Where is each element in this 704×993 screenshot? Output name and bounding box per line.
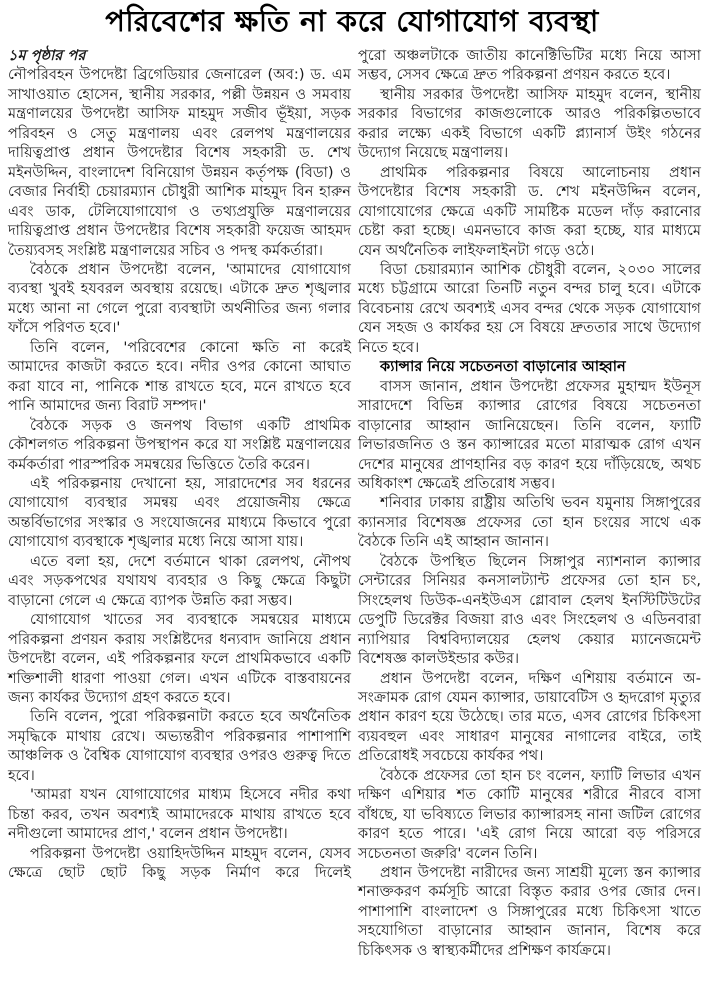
- headline: পরিবেশের ক্ষতি না করে যোগাযোগ ব্যবস্থা: [105, 4, 599, 38]
- article-paragraph: তিনি বলেন, 'পরিবেশের কোনো ক্ষতি না করেই আমাদের কাজটা করতে হবে। নদীর ওপর কোনো আঘাত করা যাবে না, পানিকে শান্ত রাখতে হবে, মনে রাখতে হবে পানি আমাদের জন্য বিরাট সম্পদ।': [8, 338, 351, 415]
- article-paragraph: প্রধান উপদেষ্টা বলেন, দক্ষিণ এশিয়ায় বর্তমানে অ-সংক্রামক রোগ যেমন ক্যান্সার, ডায়াবেটিস ও হৃদরোগ মৃত্যুর প্রধান কারণ হয়ে উঠেছে। তার মতে, এসব রোগের চিকিৎসা ব্যয়বহুল এবং সাধারণ মানুষের নাগালের বাইরে, তাই প্রতিরোধই সবচেয়ে কার্যকর পথ।: [358, 669, 701, 765]
- article-paragraph: স্থানীয় সরকার উপদেষ্টা আসিফ মাহমুদ বলেন, স্থানীয় সরকার বিভাগের কাজগুলোকে আরও পরিকল্পিতভাবে করার লক্ষ্যে একই বিভাগে একটি প্ল্যানার্স উইং গঠনের উদ্যোগ নিয়েছে মন্ত্রণালয়।: [358, 85, 701, 162]
- article-paragraph: যোগাযোগ খাতের সব ব্যবস্থাকে সমন্বয়ের মাধ্যমে পরিকল্পনা প্রণয়ন করায় সংশ্লিষ্টদের ধন্যবাদ জানিয়ে প্রধান উপদেষ্টা বলেন, এই পরিকল্পনার ফলে প্রাথমিকভাবে একটি শক্তিশালী ধারণা পাওয়া গেল। এখন এটিকে বাস্তবায়নের জন্য কার্যকর উদ্যোগ গ্রহণ করতে হবে।: [8, 611, 351, 706]
- article-column-left: [8, 46, 351, 882]
- article-paragraph: বৈঠকে উপস্থিত ছিলেন সিঙ্গাপুর ন্যাশনাল ক্যান্সার সেন্টারের সিনিয়র কনসালট্যান্ট প্রফেসর তো হান চং, সিংহেলথ ডিউক-এনইউএস গ্লোবাল হেলথ ইনস্টিটিউটের ডেপুটি ডিরেক্টর বিজয়া রাও এবং সিংহেলথ ও এডিনবারা ন্যাপিয়ার বিশ্ববিদ্যালয়ের হেলথ কেয়ার ম্যানেজমেন্ট বিশেষজ্ঞ কালউইন্ডার কউর।: [358, 552, 701, 668]
- article-paragraph: এই পরিকল্পনায় দেখানো হয়, সারাদেশের সব ধরনের যোগাযোগ ব্যবস্থার সমন্বয় এবং প্রয়োজনীয় ক্ষেত্রে অন্তর্বিভাগের সংস্কার ও সংযোজনের মাধ্যমে কিভাবে পুরো যোগাযোগ ব্যবস্থাকে শৃঙ্খলার মধ্যে নিয়ে আসা যায়।: [8, 474, 351, 551]
- article-paragraph: প্রাথমিক পরিকল্পনার বিষয়ে আলোচনায় প্রধান উপদেষ্টার বিশেষ সহকারী ড. শেখ মইনউদ্দিন বলেন, যোগাযোগের ক্ষেত্রে একটি সামষ্টিক মডেল দাঁড় করানোর চেষ্টা করা হচ্ছে। এমনভাবে কাজ করা হচ্ছে, যার মাধ্যমে যেন অর্থনৈতিক লাইফলাইনটা গড়ে ওঠে।: [358, 163, 701, 259]
- article-paragraph: এতে বলা হয়, দেশে বর্তমানে থাকা রেলপথ, নৌপথ এবং সড়কপথের যথাযথ ব্যবহার ও কিছু ক্ষেত্রে কিছুটা বাড়ানো গেলে এ ক্ষেত্রে ব্যাপক উন্নতি করা সম্ভব।: [8, 552, 351, 609]
- article-body: [0, 46, 704, 960]
- article-paragraph: বৈঠকে সড়ক ও জনপথ বিভাগ একটি প্রাথমিক কৌশলগত পরিকল্পনা উপস্থাপন করে যা সংশ্লিষ্ট মন্ত্রণালয়ের কর্মকর্তারা পারস্পরিক সমন্বয়ের ভিত্তিতে তৈরি করেন।: [8, 416, 351, 473]
- article-paragraph: পরিকল্পনা উপদেষ্টা ওয়াহিদউদ্দিন মাহমুদ বলেন, যেসব ক্ষেত্রে ছোট ছোট কিছু সড়ক নির্মাণ করে দিলেই: [8, 844, 351, 882]
- article-column-right: [358, 46, 701, 960]
- article-paragraph: তিনি বলেন, পুরো পরিকল্পনাটা করতে হবে অর্থনৈতিক সমৃদ্ধিকে মাথায় রেখে। অভ্যন্তরীণ পরিকল্পনার পাশাপাশি আঞ্চলিক ও বৈশ্বিক যোগাযোগ ব্যবস্থার ওপরও গুরুত্ব দিতে হবে।: [8, 708, 351, 784]
- section-subheading: ক্যান্সার নিয়ে সচেতনতা বাড়ানোর আহ্বান: [380, 358, 626, 376]
- article-paragraph: প্রধান উপদেষ্টা নারীদের জন্য সাশ্রয়ী মূল্যে স্তন ক্যান্সার শনাক্তকরণ কর্মসূচি আরো বিস্তৃত করার ওপর জোর দেন। পাশাপাশি বাংলাদেশ ও সিঙ্গাপুরের মধ্যে চিকিৎসা খাতে সহযোগিতা বাড়ানোর আহ্বান জানান, বিশেষ করে চিকিৎসক ও স্বাস্থ্যকর্মীদের প্রশিক্ষণ কার্যক্রমে।: [358, 864, 701, 959]
- article-paragraph: নৌপরিবহন উপদেষ্টা ব্রিগেডিয়ার জেনারেল (অব:) ড. এম সাখাওয়াত হোসেন, স্থানীয় সরকার, পল্লী উন্নয়ন ও সমবায় মন্ত্রণালয়ের উপদেষ্টা আসিফ মাহমুদ সজীব ভূঁইয়া, সড়ক পরিবহন ও সেতু মন্ত্রণালয় এবং রেলপথ মন্ত্রণালয়ের দায়িত্বপ্রাপ্ত প্রধান উপদেষ্টার বিশেষ সহকারী ড. শেখ মইনউদ্দিন, বাংলাদেশ বিনিয়োগ উন্নয়ন কর্তৃপক্ষ (বিডা) ও বেজার নির্বাহী চেয়ারম্যান চৌধুরী আশিক মাহমুদ বিন হারুন এবং ডাক, টেলিযোগাযোগ ও তথ্যপ্রযুক্তি মন্ত্রণালয়ের দায়িত্বপ্রাপ্ত প্রধান উপদেষ্টার বিশেষ সহকারী ফয়েজ আহমদ তৈয়্যবসহ সংশ্লিষ্ট মন্ত্রণালয়ের সচিব ও পদস্থ কর্মকর্তারা।: [8, 66, 351, 259]
- article-paragraph: বৈঠকে প্রফেসর তো হান চং বলেন, ফ্যাটি লিভার এখন দক্ষিণ এশিয়ার শত কোটি মানুষের শরীরে নীরবে বাসা বাঁধছে, যা ভবিষ্যতে লিভার ক্যান্সারসহ নানা জটিল রোগের কারণ হতে পারে। 'এই রোগ নিয়ে আরো বড় পরিসরে সচেতনতা জরুরি' বলেন তিনি।: [358, 766, 701, 862]
- article-paragraph: পুরো অঞ্চলটাকে জাতীয় কানেক্টিভিটির মধ্যে নিয়ে আসা সম্ভব, সেসব ক্ষেত্রে দ্রুত পরিকল্পনা প্রণয়ন করতে হবে।: [358, 47, 701, 84]
- article-paragraph: 'আমরা যখন যোগাযোগের মাধ্যম হিসেবে নদীর কথা চিন্তা করব, তখন অবশ্যই আমাদেরকে মাথায় রাখতে হবে নদীগুলো আমাদের প্রাণ,' বলেন প্রধান উপদেষ্টা।: [8, 786, 351, 843]
- article-paragraph: বিডা চেয়ারম্যান আশিক চৌধুরী বলেন, ২০৩০ সালের মধ্যে চট্টগ্রামে আরো তিনটি নতুন বন্দর চালু হবে। এটাকে বিবেচনায় রেখে অবশ্যই এসব বন্দর থেকে সড়ক যোগাযোগ যেন সহজ ও কার্যকর হয় সে বিষয়ে দ্রুততার সাথে উদ্যোগ নিতে হবে।: [358, 260, 701, 356]
- continued-from-label: ১ম পৃষ্ঠার পর: [8, 47, 86, 64]
- article-paragraph: শনিবার ঢাকায় রাষ্ট্রীয় অতিথি ভবন যমুনায় সিঙ্গাপুরের ক্যানসার বিশেষজ্ঞ প্রফেসর তো হান চংয়ের সাথে এক বৈঠকে তিনি এই আহ্বান জানান।: [358, 494, 701, 551]
- article-paragraph: বৈঠকে প্রধান উপদেষ্টা বলেন, 'আমাদের যোগাযোগ ব্যবস্থা খুবই হযবরল অবস্থায় রয়েছে। এটাকে দ্রুত শৃঙ্খলার মধ্যে আনা না গেলে পুরো ব্যবস্থাটা অর্থনীতির জন্য গলার ফাঁসে পরিণত হবে।': [8, 260, 351, 337]
- article-paragraph: বাসস জানান, প্রধান উপদেষ্টা প্রফেসর মুহাম্মদ ইউনূস সারাদেশে বিভিন্ন ক্যান্সার রোগের বিষয়ে সচেতনতা বাড়ানোর আহ্বান জানিয়েছেন। তিনি বলেন, ফ্যাটি লিভারজনিত ও স্তন ক্যান্সারের মতো মারাত্মক রোগ এখন দেশের মানুষের প্রাণহানির বড় কারণ হয়ে দাঁড়িয়েছে, অথচ অধিকাংশ ক্ষেত্রেই প্রতিরোধ সম্ভব।: [358, 377, 701, 492]
